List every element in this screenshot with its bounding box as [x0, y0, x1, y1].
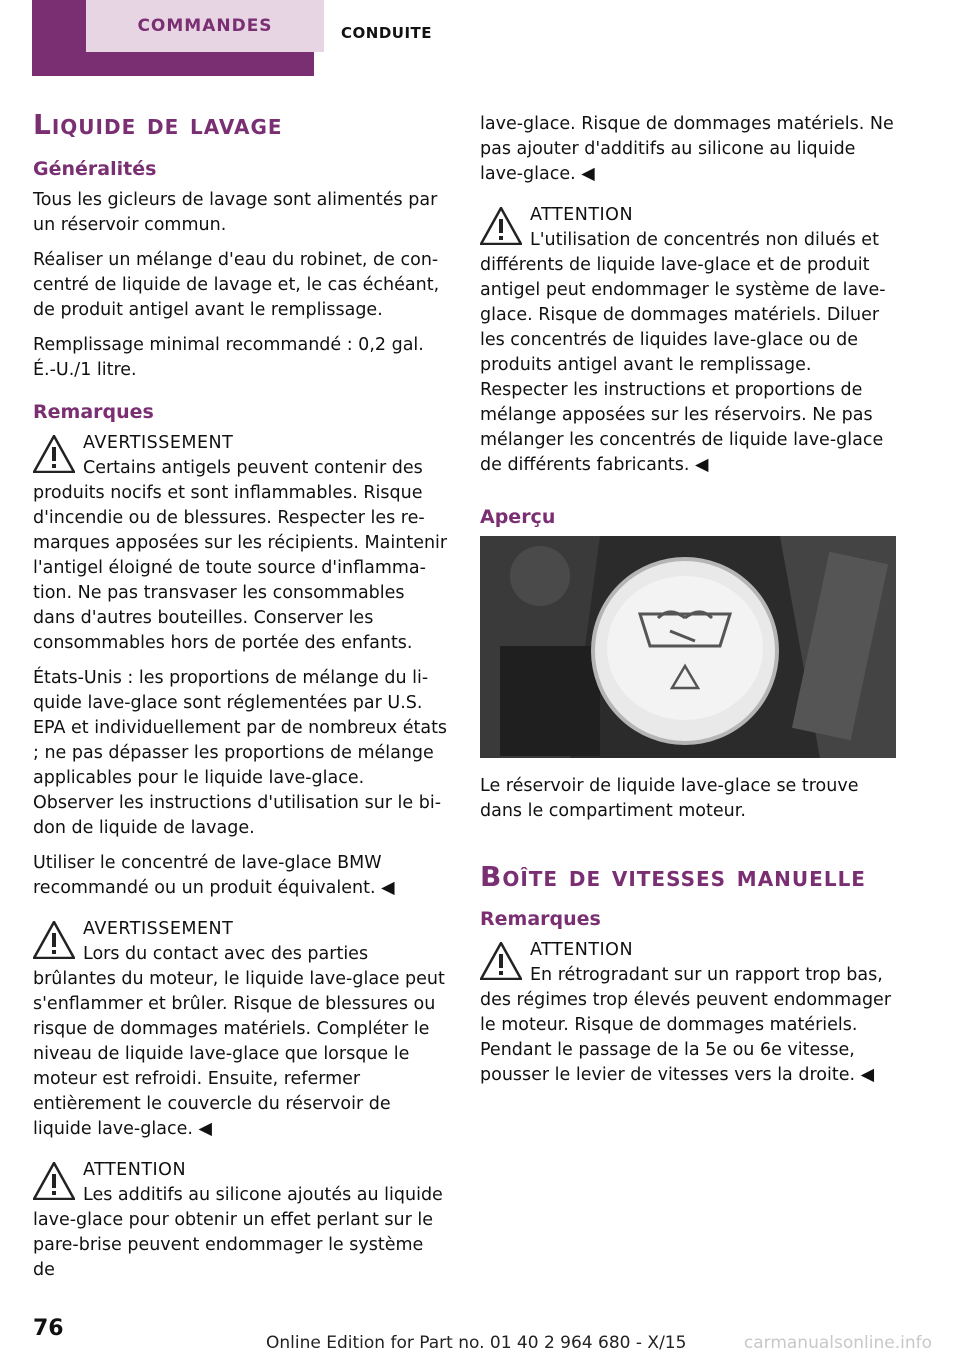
warning-triangle-icon: [33, 921, 75, 959]
tab-commandes[interactable]: COMMANDES: [86, 0, 324, 52]
warning-body: Les additifs au silicone ajoutés au liquide lave-glace pour obtenir un effet perlant sur le pare-brise peuvent endommager le système de: [33, 1185, 443, 1280]
left-column: [33, 108, 448, 1293]
paragraph-concentre: Utiliser le concentré de lave-glace BMW recommandé ou un produit équivalent. ◀: [33, 853, 395, 898]
warning-body: En rétrogradant sur un rapport trop bas, des régimes trop élevés peuvent endommager le moteur. Risque de dommages matériels. Pendant le passage de la 5e ou 6e vitesse, pousser le levier de vitesses vers la droite. ◀: [480, 965, 892, 1085]
section-title-liquide: Liquide de lavage: [33, 108, 283, 141]
watermark: carmanualsonline.info: [743, 1333, 932, 1353]
warning-body: Certains antigels peuvent contenir des produits nocifs et sont inflammables. Risque d'incendie ou de blessures. Respecter les remarques apposées sur les récipients. Maintenir l'antigel éloigné de toute source d'inflammation. Ne pas transvaser les consommables dans d'autres bouteilles. Conserver les consommables hors de portée des enfants.: [33, 458, 448, 653]
warning-body: L'utilisation de concentrés non dilués et différents de liquide lave-glace et de produit antigel peut endommager le système de laveglace. Risque de dommages matériels. Diluer les concentrés de liquides lave-glace ou de produits antigel avant le remplissage. Respecter les instructions et proportions de mélange apposées sur les réservoirs. Ne pas mélanger les concentrés de liquide lave-glace de différents fabricants. ◀: [480, 230, 886, 475]
paragraph-remplissage: Remplissage minimal recommandé : 0,2 gal. É.-U./1 litre.: [33, 335, 424, 380]
warning-triangle-icon: [33, 435, 75, 473]
paragraph-gicleurs: Tous les gicleurs de lavage sont alimentés par un réservoir commun.: [33, 190, 438, 235]
edition-footer: Online Edition for Part no. 01 40 2 964 680 - X/15: [266, 1333, 687, 1353]
washer-reservoir-photo: [480, 536, 896, 758]
heading-remarques: Remarques: [33, 401, 154, 423]
warning-body: Lors du contact avec des parties brûlantes du moteur, le liquide lave-glace peut s'enflammer et brûler. Risque de blessures ou risque de dommages matériels. Compléter le niveau de liquide lave-glace que lorsque le moteur est refroidi. Ensuite, refermer entièrement le couvercle du réservoir de liquide lave-glace. ◀: [33, 944, 445, 1139]
tab-commandes-frame[interactable]: [32, 0, 314, 76]
warning-block-1: [33, 431, 448, 656]
photo-caption: Le réservoir de liquide lave-glace se trouve dans le compartiment moteur.: [480, 776, 859, 821]
warning-triangle-icon: [33, 1162, 75, 1200]
right-column: [480, 112, 898, 1098]
warning-block-3: [33, 1158, 448, 1283]
section-title-boite: Boîte de vitesses manuelle: [480, 860, 866, 893]
heading-generalites: Généralités: [33, 158, 157, 180]
warning-block-2: [33, 917, 448, 1142]
warning-block-5: [480, 938, 898, 1088]
warning-block-4: [480, 203, 898, 478]
paragraph-etats-unis: États-Unis : les proportions de mélange du liquide lave-glace sont réglementées par U.S. EPA et individuellement par de nombreux états ; ne pas dépasser les proportions de mélange applicables pour le liquide lave-glace. Observer les instructions d'utilisation sur le bidon de liquide de lavage.: [33, 668, 448, 838]
warning-triangle-icon: [480, 942, 522, 980]
tab-conduite[interactable]: CONDUITE: [341, 24, 433, 42]
warning-title: AVERTISSEMENT: [83, 433, 234, 453]
heading-apercu: Aperçu: [480, 506, 556, 528]
heading-remarques-2: Remarques: [480, 908, 601, 930]
warning-title: ATTENTION: [83, 1160, 187, 1180]
warning-title: ATTENTION: [530, 205, 634, 225]
page-number: 76: [33, 1316, 64, 1341]
paragraph-melange: Réaliser un mélange d'eau du robinet, de concentré de liquide de lavage et, le cas échéant, de produit antigel avant le remplissage.: [33, 250, 440, 320]
warning-title: ATTENTION: [530, 940, 634, 960]
warning-title: AVERTISSEMENT: [83, 919, 234, 939]
paragraph-continued: lave-glace. Risque de dommages matériels. Ne pas ajouter d'additifs au silicone au liquide lave-glace. ◀: [480, 114, 894, 184]
warning-triangle-icon: [480, 207, 522, 245]
